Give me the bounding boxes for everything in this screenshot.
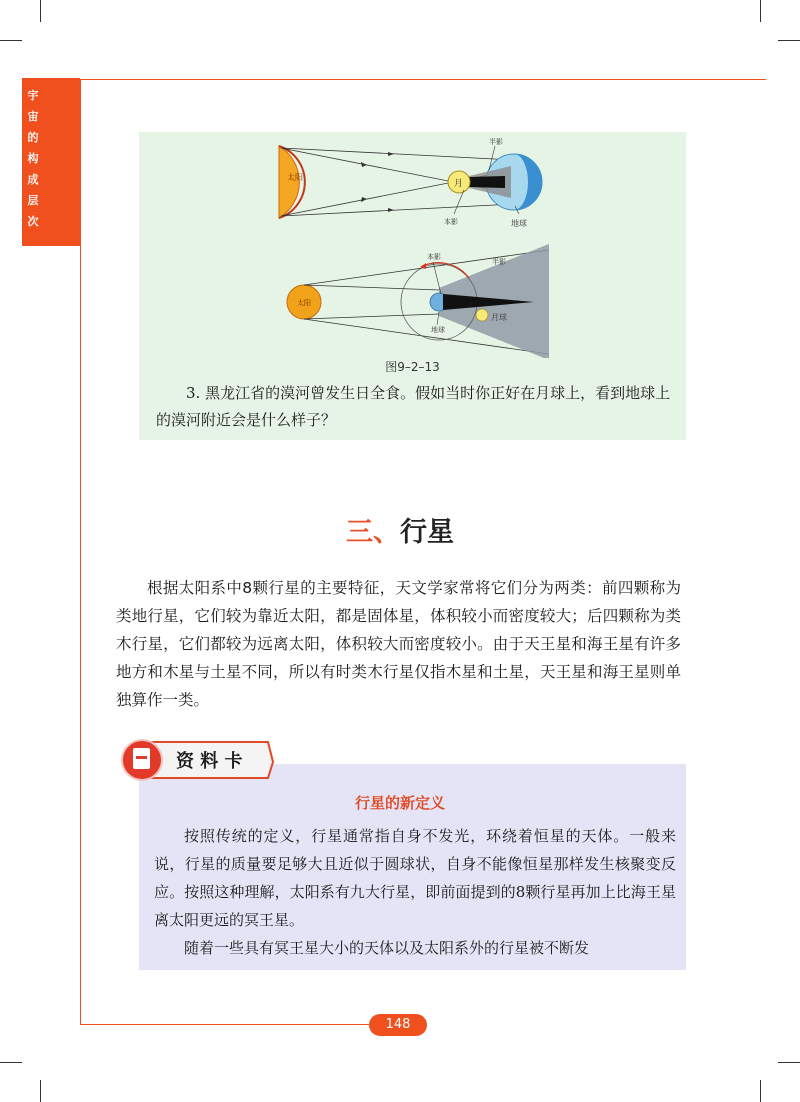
card-text xyxy=(154,822,676,962)
crop-mark xyxy=(760,0,761,22)
section-heading xyxy=(0,510,800,549)
side-tab-char: 层 xyxy=(27,194,39,207)
crop-mark xyxy=(778,1062,800,1063)
penumbra-label: 半影 xyxy=(489,138,503,146)
section-number: 三、 xyxy=(346,517,400,548)
bottom-rule xyxy=(80,1024,370,1025)
earth-label: 地球 xyxy=(511,219,527,228)
sun-label: 太阳 xyxy=(297,299,311,307)
moon-label: 月 xyxy=(454,179,464,189)
crop-mark xyxy=(0,1062,22,1063)
side-tab-char: 宙 xyxy=(27,110,39,123)
penumbra-label: 半影 xyxy=(492,258,506,266)
document-icon-line xyxy=(136,756,147,759)
earth-label: 地球 xyxy=(431,326,445,334)
exercise-box xyxy=(139,132,686,440)
ray-arrows xyxy=(361,152,394,212)
umbra-label: 本影 xyxy=(427,253,441,261)
crop-mark xyxy=(778,40,800,41)
exercise-question: 3. 黑龙江省的漠河曾发生日全食。假如当时你正好在月球上，看到地球上的漠河附近会是什么样子？ xyxy=(156,384,671,429)
body-paragraph: 根据太阳系中8颗行星的主要特征，天文学家常将它们分为两类：前四颗称为类地行星，它们较为靠近太阳，都是固体星，体积较小而密度较大；后四颗称为类木行星，它们都较为远离太阳，体积较大而密度较小。由于天王星和海王星有许多地方和木星与土星不同，所以有时类木行星仅指木星和土星，天王星和海王星则单独算作一类。 xyxy=(116,579,681,709)
moon-shape xyxy=(476,309,488,321)
umbra-shape xyxy=(469,176,505,188)
solar-eclipse-diagram xyxy=(279,137,542,228)
side-tab-char: 构 xyxy=(27,152,39,165)
page-number: 148 xyxy=(369,1014,427,1036)
top-rule xyxy=(80,79,766,80)
eclipse-figure xyxy=(139,132,686,358)
figure-caption: 图9–2–13 xyxy=(385,360,440,374)
crop-mark xyxy=(760,1080,761,1102)
crop-mark xyxy=(0,40,22,41)
side-tab-char: 宇 xyxy=(27,89,39,102)
crop-mark xyxy=(40,0,41,22)
card-paragraph: 按照传统的定义，行星通常指自身不发光，环绕着恒星的天体。一般来说，行星的质量要足够大且近似于圆球状，自身不能像恒星那样发生核聚变反应。按照这种理解，太阳系有九大行星，即前面提到的8颗行星再加上比海王星离太阳更远的冥王星。 xyxy=(154,827,676,929)
badge-label: 资 料 卡 xyxy=(176,751,243,772)
chapter-side-tab xyxy=(22,78,80,246)
side-tab-text xyxy=(22,88,44,230)
crop-mark xyxy=(40,1080,41,1102)
card-title: 行星的新定义 xyxy=(354,794,445,812)
side-tab-char: 次 xyxy=(27,215,39,228)
moon-label: 月球 xyxy=(491,313,507,322)
card-paragraph: 随着一些具有冥王星大小的天体以及太阳系外的行星被不断发 xyxy=(184,939,590,957)
side-tab-char: 成 xyxy=(27,173,39,186)
lunar-eclipse-diagram xyxy=(287,244,549,358)
left-rule xyxy=(80,79,81,1025)
umbra-label: 本影 xyxy=(444,218,458,226)
sun-label: 太阳 xyxy=(287,173,303,182)
side-tab-char: 的 xyxy=(27,131,39,144)
data-card-badge xyxy=(118,734,278,782)
section-title: 行星 xyxy=(400,517,454,548)
